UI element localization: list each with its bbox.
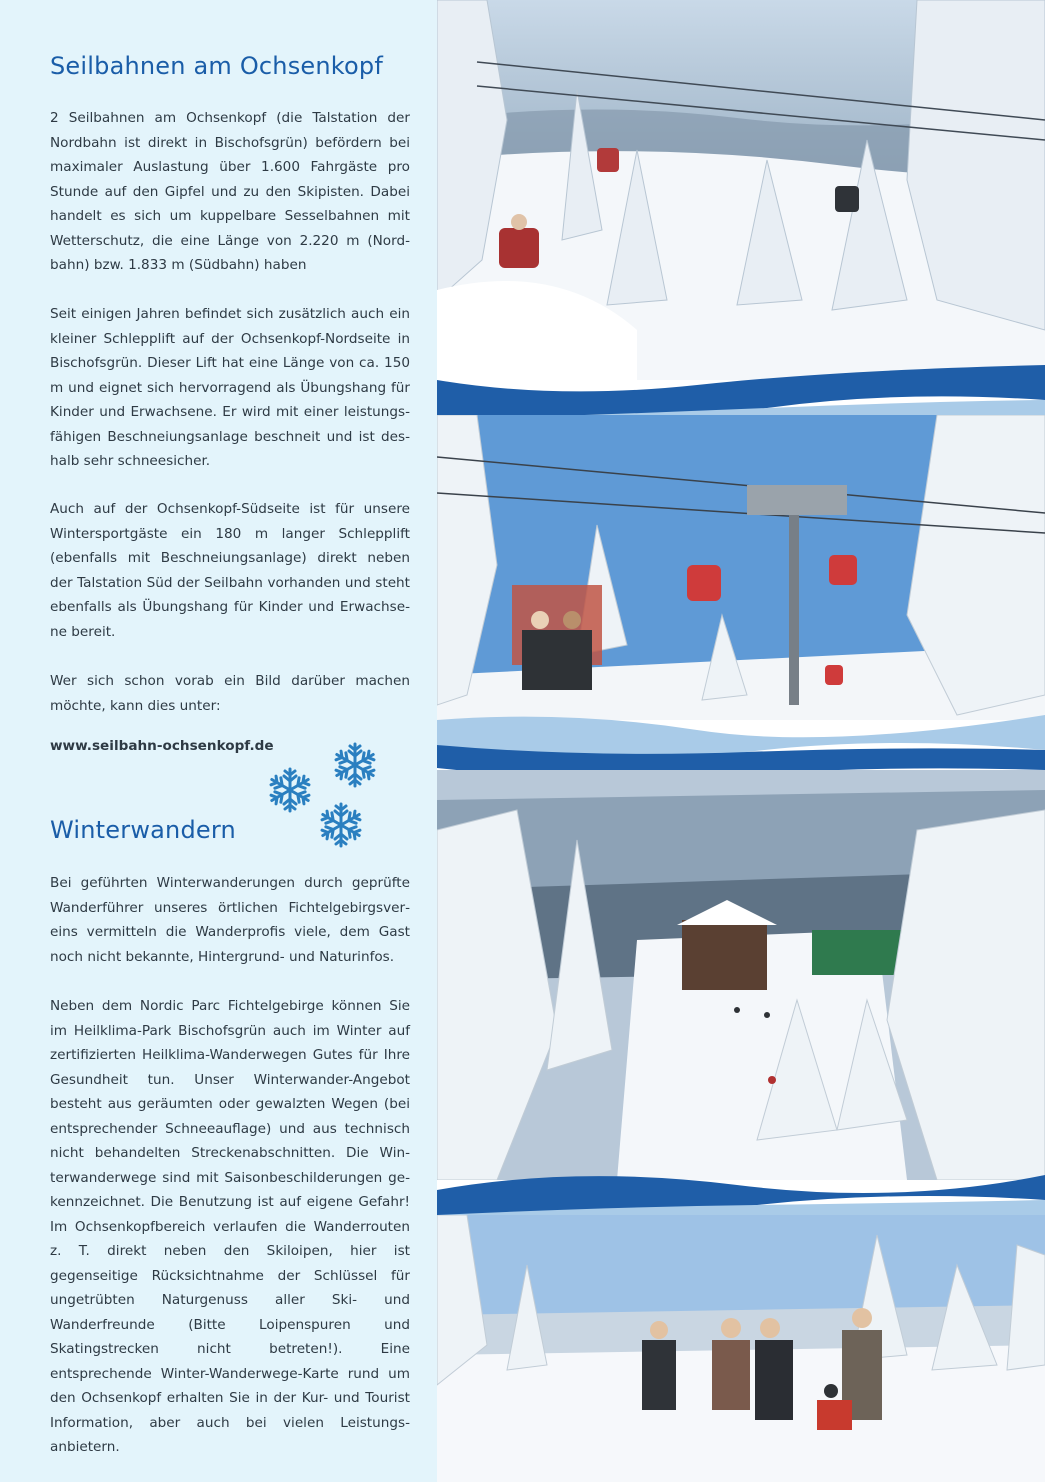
paragraph-seilbahnen-1: 2 Seilbahnen am Ochsenkopf (die Talstation der Nordbahn ist direkt in Bischofsgrün) befördern bei maximaler Auslastung über 1.600 Fahrgäste pro Stunde auf den Gipfel und zu den Skipisten. Dabei handelt es sich um kuppelbare Sesselbahnen mit Wetterschutz, die eine Länge von 2.220 m (Nordbahn) bzw. 1.833 m (Südbahn) haben	[50, 110, 410, 273]
snowflake-icon	[330, 740, 380, 790]
photo-chairlift-valley	[437, 0, 1045, 380]
paragraph-seilbahnen-4: Wer sich schon vorab ein Bild darüber machen möchte, kann dies unter:	[50, 673, 410, 714]
wave-divider	[437, 690, 1045, 780]
snowflake-icon	[265, 765, 315, 815]
paragraph-winterwandern-2: Neben dem Nordic Parc Fichtelgebirge können Sie im Heilklima-Park Bischofsgrün auch im Winter auf zertifizierten Heilklima-Wanderwegen Gutes für Ihre Gesundheit tun. Unser Winterwander-Angebot besteht aus geräumten oder gewalzten Wegen (bei entsprechender Schneeauflage) und aus technisch nicht behandelten Streckenabschnitten. Die Winterwanderwege sind mit Saisonbeschilderungen gekennzeichnet. Die Benutzung ist auf eigene Gefahr! Im Ochsenkopfbereich verlaufen die Wanderrouten z. T. direkt neben den Skiloipen, hier ist gegenseitige Rücksichtnahme der Schlüssel für ungetrübten Naturgenuss aller Ski- und Wanderfreunde (Bitte Loipenspuren und Skatingstrecken nicht betreten!). Eine entsprechende Winter-Wanderwege-Karte rund um den Ochsenkopf erhalten Sie in der Kur- und Tourist Information, aber auch bei vielen Leistungsanbietern.	[50, 998, 410, 1455]
photo-lodge-slope	[437, 770, 1045, 1180]
photo-winter-hikers	[437, 1215, 1045, 1482]
photo-chairlift-riders	[437, 415, 1045, 720]
snowflake-icon	[316, 800, 366, 850]
paragraph-seilbahnen-3: Auch auf der Ochsenkopf-Südseite ist für unsere Wintersportgäste ein 180 m langer Schlepplift (ebenfalls mit Beschneiungsanlage) direkt neben der Talstation Süd der Seilbahn vorhanden und steht ebenfalls als Übungshang für Kinder und Erwachsene bereit.	[50, 501, 410, 640]
text-column	[0, 0, 437, 1482]
heading-seilbahnen: Seilbahnen am Ochsenkopf	[50, 52, 384, 80]
heading-winterwandern: Winterwandern	[50, 816, 236, 844]
paragraph-seilbahnen-2: Seit einigen Jahren befindet sich zusätzlich auch ein kleiner Schlepplift auf der Ochsenkopf-Nordseite in Bischofsgrün. Dieser Lift hat eine Länge von ca. 150 m und eignet sich hervorragend als Übungshang für Kinder und Erwachsene. Er wird mit einer leistungsfähigen Beschneiungsanlage beschneit und ist deshalb sehr schneesicher.	[50, 306, 410, 469]
photo-column	[437, 0, 1045, 1482]
seilbahn-website-link[interactable]: www.seilbahn-ochsenkopf.de	[50, 738, 274, 754]
paragraph-winterwandern-1: Bei geführten Winterwanderungen durch geprüfte Wanderführer unseres örtlichen Fichtelgebirgsvereins vermitteln die Wanderprofis viele, dem Gast noch nicht bekannte, Hintergrund- und Naturinfos.	[50, 875, 410, 965]
